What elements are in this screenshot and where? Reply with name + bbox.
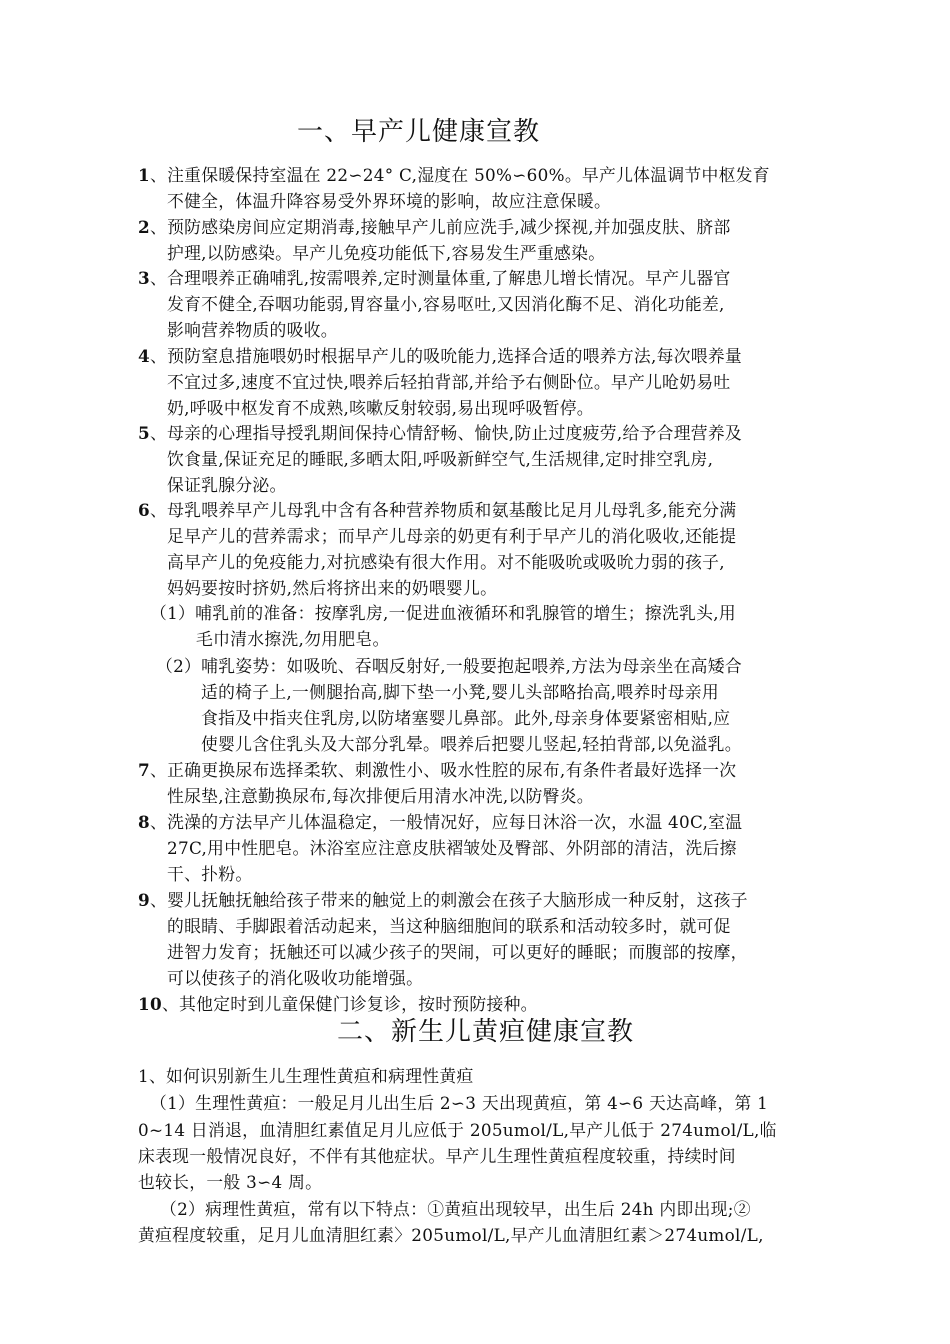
item-number: 2: [138, 217, 150, 237]
item-3-line-3: 影响营养物质的吸收。: [167, 320, 338, 340]
item-6-line-2: 足早产儿的营养需求；而早产儿母亲的奶更有利于早产儿的消化吸收,还能提: [167, 526, 737, 546]
item-number: 6: [138, 500, 150, 520]
subitem-2-line-4: 使婴儿含住乳头及大部分乳晕。喂养后把婴儿竖起,轻拍背部,以免溢乳。: [201, 734, 742, 754]
section2-line-3: 0~14 日消退，血清胆红素值足月儿应低于 205umol/L,早产儿低于 274umol/L,临: [138, 1120, 777, 1140]
item-number: 8: [138, 812, 150, 832]
item-number: 9: [138, 890, 150, 910]
section1-title: 一、早产儿健康宣教: [297, 117, 541, 147]
item-3-line-2: 发育不健全,吞咽功能弱,胃容量小,容易呕吐,又因消化酶不足、消化功能差,: [167, 294, 725, 314]
item-9-line-4: 可以使孩子的消化吸收功能增强。: [167, 968, 424, 988]
item-4-line-1: 4、预防窒息措施喂奶时根据早产儿的吸吮能力,选择合适的喂养方法,每次喂养量: [138, 346, 743, 366]
item-number: 10: [138, 994, 162, 1014]
item-5-line-2: 饮食量,保证充足的睡眠,多晒太阳,呼吸新鲜空气,生活规律,定时排空乳房,: [167, 449, 714, 469]
item-9-line-1: 9、婴儿抚触抚触给孩子带来的触觉上的刺激会在孩子大脑形成一种反射，这孩子: [138, 890, 748, 910]
subitem-1-line-1: （1）哺乳前的准备：按摩乳房,一促进血液循环和乳腺管的增生；擦洗乳头,用: [150, 603, 736, 623]
subitem-2-line-1: （2）哺乳姿势：如吸吮、吞咽反射好,一般要抱起喂养,方法为母亲坐在高矮合: [156, 656, 742, 676]
item-6-line-4: 妈妈要按时挤奶,然后将挤出来的奶喂婴儿。: [167, 578, 498, 598]
item-6-line-1: 6、母乳喂养早产儿母乳中含有各种营养物质和氨基酸比足月儿母乳多,能充分满: [138, 500, 737, 520]
item-1-line-1: 1、注重保暖保持室温在 22∽24° C,湿度在 50%∽60%。早产儿体温调节中枢发育: [138, 165, 770, 185]
subitem-2-line-3: 食指及中指夹住乳房,以防堵塞婴儿鼻部。此外,母亲身体要紧密相贴,应: [201, 708, 731, 728]
item-2-line-1: 2、预防感染房间应定期消毒,接触早产儿前应洗手,减少探视,并加强皮肤、脐部: [138, 217, 731, 237]
subitem-2-line-2: 适的椅子上,一侧腿抬高,脚下垫一小凳,婴儿头部略抬高,喂养时母亲用: [201, 682, 719, 702]
item-1-line-2: 不健全，体温升降容易受外界环境的影响，故应注意保暖。: [167, 191, 612, 211]
section2-title: 二、新生儿黄疸健康宣教: [337, 1017, 635, 1047]
item-5-line-3: 保证乳腺分泌。: [167, 475, 287, 495]
item-number: 1: [138, 165, 150, 185]
item-8-line-2: 27C,用中性肥皂。沐浴室应注意皮肤褶皱处及臀部、外阴部的清洁，洗后擦: [167, 838, 737, 858]
item-6-line-3: 高早产儿的免疫能力,对抗感染有很大作用。对不能吸吮或吸吮力弱的孩子,: [167, 552, 725, 572]
item-number: 4: [138, 346, 150, 366]
item-4-line-2: 不宜过多,速度不宜过快,喂养后轻拍背部,并给予右侧卧位。早产儿呛奶易吐: [167, 372, 731, 392]
item-2-line-2: 护理,以防感染。早产儿免疫功能低下,容易发生严重感染。: [167, 243, 606, 263]
item-9-line-3: 进智力发育；抚触还可以减少孩子的哭闹，可以更好的睡眠；而腹部的按摩，: [167, 942, 748, 962]
item-number: 5: [138, 423, 150, 443]
item-9-line-2: 的眼睛、手脚跟着活动起来，当这种脑细胞间的联系和活动较多时，就可促: [167, 916, 731, 936]
item-8-line-1: 8、洗澡的方法早产儿体温稳定，一般情况好，应每日沐浴一次，水温 40C,室温: [138, 812, 743, 832]
section2-line-4: 床表现一般情况良好，不伴有其他症状。早产儿生理性黄疸程度较重，持续时间: [138, 1146, 736, 1166]
item-number: 3: [138, 268, 150, 288]
section2-line-6: （2）病理性黄疸，常有以下特点：①黄疸出现较早，出生后 24h 内即出现;②: [160, 1199, 751, 1219]
item-10-line-1: 10、其他定时到儿童保健门诊复诊，按时预防接种。: [138, 994, 538, 1014]
item-7-line-2: 性尿垫,注意勤换尿布,每次排便后用清水冲洗,以防臀炎。: [167, 786, 594, 806]
item-4-line-3: 奶,呼吸中枢发育不成熟,咳嗽反射较弱,易出现呼吸暂停。: [167, 398, 594, 418]
item-7-line-1: 7、正确更换尿布选择柔软、刺激性小、吸水性腔的尿布,有条件者最好选择一次: [138, 760, 737, 780]
item-3-line-1: 3、合理喂养正确哺乳,按需喂养,定时测量体重,了解患儿增长情况。早产儿器官: [138, 268, 731, 288]
item-number: 7: [138, 760, 150, 780]
section2-line-1: 1、如何识别新生儿生理性黄疸和病理性黄疸: [138, 1066, 474, 1086]
section2-line-7: 黄疸程度较重，足月儿血清胆红素〉205umol/L,早产儿血清胆红素＞274umol/L,: [138, 1225, 764, 1245]
section2-line-2: （1）生理性黄疸：一般足月儿出生后 2∽3 天出现黄疸，第 4∽6 天达高峰，第 1: [150, 1093, 769, 1113]
item-8-line-3: 干、扑粉。: [167, 864, 253, 884]
subitem-1-line-2: 毛巾清水擦洗,勿用肥皂。: [196, 629, 390, 649]
item-5-line-1: 5、母亲的心理指导授乳期间保持心情舒畅、愉快,防止过度疲劳,给予合理营养及: [138, 423, 743, 443]
section2-line-5: 也较长，一般 3∽4 周。: [138, 1172, 323, 1192]
